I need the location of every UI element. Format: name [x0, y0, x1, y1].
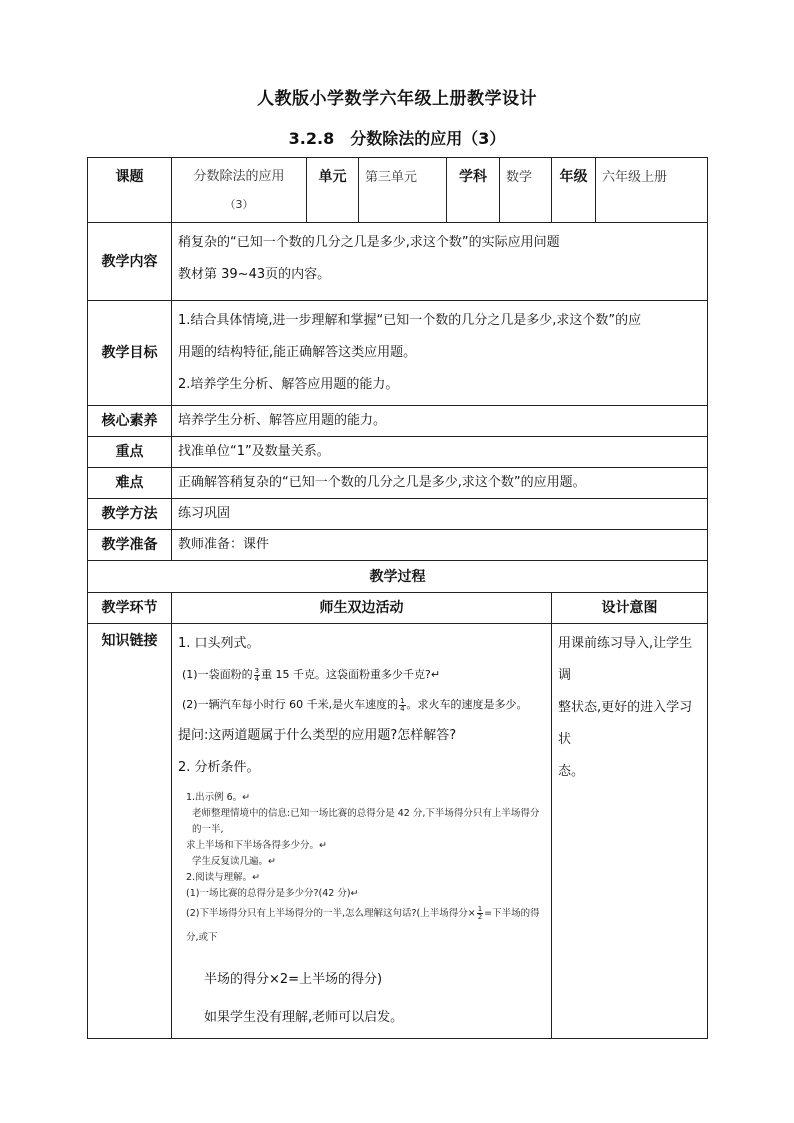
topic-cell: [172, 158, 307, 223]
example-line2: 老师整理情境中的信息:已知一场比赛的总得分是 42 分,下半场得分只有上半场得分的一半,: [192, 808, 540, 835]
question-1: (1)一袋面粉的 $\frac{3}{4}$ 重 15 千克。这袋面粉重多少千克?↵: [182, 666, 441, 683]
method-value: 练习巩固: [172, 499, 708, 530]
topic-line1: 分数除法的应用: [193, 169, 285, 184]
goal-line1: 1.结合具体情境,进一步理解和掌握“已知一个数的几分之几是多少,求这个数”的应: [178, 313, 642, 328]
step1-text: 1. 口头列式。: [178, 636, 260, 651]
core-value: 培养学生分析、解答应用题的能力。: [172, 406, 708, 437]
subject-value: 数学: [500, 158, 552, 223]
lesson-subtitle: 3.2.8 分数除法的应用（3）: [288, 129, 506, 148]
label-content: 教学内容: [88, 223, 172, 301]
prep-value: 教师准备：课件: [172, 530, 708, 561]
label-goals: 教学目标: [88, 301, 172, 406]
content-line1: 稍复杂的“已知一个数的几分之几是多少,求这个数”的实际应用问题: [178, 235, 560, 250]
label-prep: 教学准备: [88, 530, 172, 561]
example-line1: 1.出示例 6。↵: [186, 792, 251, 803]
activities-cell: [172, 624, 552, 1039]
question-prompt: 提问:这两道题属于什么类型的应用题?怎样解答?: [178, 728, 457, 743]
fraction-1-2: $\frac{1}{2}$: [477, 905, 483, 921]
label-subject: 学科: [447, 158, 500, 223]
label-difficulty: 难点: [88, 468, 172, 499]
difficulty-value: 正确解答稍复杂的“已知一个数的几分之几是多少,求这个数”的应用题。: [172, 468, 708, 499]
step2-text: 2. 分析条件。: [178, 760, 260, 775]
intent-line1: 用课前练习导入,让学生调: [558, 636, 693, 683]
example-line5: 2.阅读与理解。↵: [186, 872, 261, 883]
goal-line3: 2.培养学生分析、解答应用题的能力。: [178, 377, 399, 392]
hint-line: 如果学生没有理解,老师可以启发。: [204, 1010, 404, 1025]
column-stage: 教学环节: [88, 593, 172, 624]
label-unit: 单元: [307, 158, 359, 223]
example-line3: 求上半场和下半场各得多少分。↵: [186, 840, 327, 851]
column-activities: 师生双边活动: [172, 593, 552, 624]
question-2: (2)一辆汽车每小时行 60 千米,是火车速度的 $\frac{1}{4}$ 。求火车的速度是多少。: [182, 696, 528, 713]
lesson-plan-table: [87, 157, 708, 1039]
example-line7: (2)下半场得分只有上半场得分的一半,怎么理解这句话?(上半场得分× $\frac{1}{2}$ =下半场的得分,或下: [186, 905, 540, 943]
intent-cell: [552, 624, 708, 1039]
key-value: 找准单位“1”及数量关系。: [172, 437, 708, 468]
topic-line2: （3）: [224, 198, 254, 211]
label-method: 教学方法: [88, 499, 172, 530]
fraction-1-4: $\frac{1}{4}$: [400, 696, 405, 713]
example-screenshot: [178, 790, 545, 950]
document-title: 人教版小学数学六年级上册教学设计: [257, 89, 537, 109]
process-heading: 教学过程: [88, 561, 708, 593]
intent-line2: 整状态,更好的进入学习状: [558, 700, 693, 747]
label-topic: 课题: [88, 158, 172, 223]
continuation-line: 半场的得分×2=上半场的得分): [204, 972, 383, 987]
unit-value: 第三单元: [359, 158, 447, 223]
grade-value: 六年级上册: [596, 158, 708, 223]
stage-knowledge-link: 知识链接: [88, 624, 172, 1039]
label-core: 核心素养: [88, 406, 172, 437]
intent-line3: 态。: [558, 764, 585, 779]
goals-cell: [172, 301, 708, 406]
label-key: 重点: [88, 437, 172, 468]
goal-line2: 用题的结构特征,能正确解答这类应用题。: [178, 345, 417, 360]
example-line6: (1)一场比赛的总得分是多少分?(42 分)↵: [186, 888, 359, 899]
content-line2: 教材第 39~43页的内容。: [178, 267, 331, 282]
label-grade: 年级: [552, 158, 596, 223]
fraction-3-4: $\frac{3}{4}$: [254, 666, 260, 683]
content-cell: [172, 223, 708, 301]
example-line4: 学生反复读几遍。↵: [192, 856, 276, 867]
column-intent: 设计意图: [552, 593, 708, 624]
